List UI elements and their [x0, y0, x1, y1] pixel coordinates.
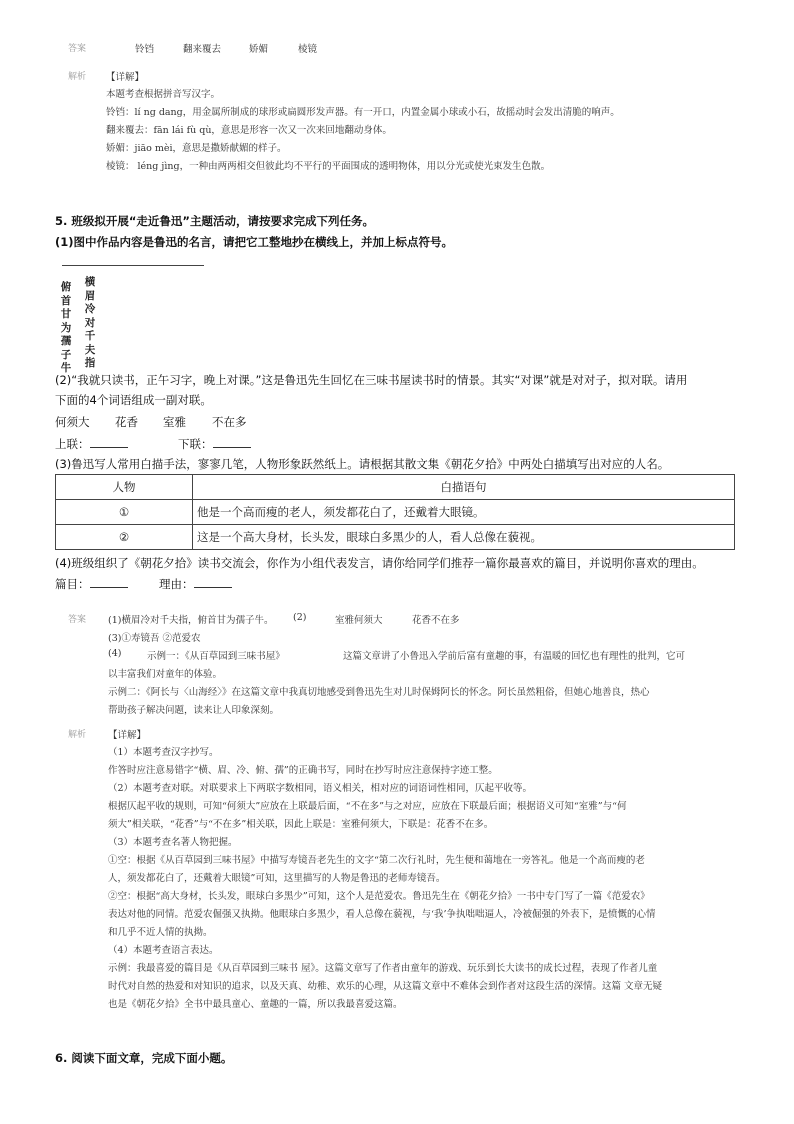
answer-word: 翻来覆去 [183, 44, 222, 55]
answer-line: 室雅何须大 [335, 615, 383, 626]
table-row [56, 525, 735, 550]
piece-field[interactable] [55, 576, 128, 592]
explanation-line: 娇媚：jiāo mèi，意思是撒娇献媚的样子。 [106, 143, 287, 154]
lower-couplet-label: 下联： [178, 437, 213, 451]
reason-label: 理由： [159, 577, 194, 591]
table-cell: ① [56, 500, 193, 525]
word-option: 何须大 [55, 415, 90, 429]
lower-couplet-blank[interactable] [213, 436, 251, 448]
answer-line: (4) [108, 648, 122, 659]
explanation-line: 时代对自然的热爱和对知识的追求，以及天真、幼稚、欢乐的心理，从这篇文章中不难体会到作者对这段生活的深情。这篇 文章无疑 [108, 981, 663, 992]
calligraphy-column-1: 横眉冷对千夫指 [84, 276, 96, 369]
table-cell: 这是一个高大身材，长头发，眼球白多黑少的人，看人总像在藐视。 [193, 525, 735, 550]
explanation-title: 【详解】 [108, 730, 147, 741]
piece-blank[interactable] [90, 576, 128, 588]
explanation-line: 翻来覆去：fān lái fù qù，意思是形容一次又一次来回地翻动身体。 [106, 125, 392, 136]
table-header: 人物 [56, 475, 193, 500]
answer-word: 娇媚 [249, 44, 269, 55]
explanation-line: 也是《朝花夕拾》全书中最具童心、童趣的一篇，所以我最喜爱这篇。 [108, 999, 403, 1010]
explanation-label: 解析 [68, 72, 87, 82]
explanation-line: 人，须发都花白了，还戴着大眼镜”可知，这里描写的人物是鲁迅的老师寿镜吾。 [108, 873, 446, 884]
answer-line: 这篇文章讲了小鲁迅入学前后富有童趣的事，有温暖的回忆也有理性的批判，它可 [343, 651, 686, 662]
explanation-line: 棱镜： léng jìng，一种由两两相交但彼此均不平行的平面围成的透明物体，用以分光或使光束发生色散。 [106, 161, 551, 172]
explanation-line: （2）本题考查对联。对联要求上下两联字数相同，语义相关，相对应的词语词性相同，仄起平收等。 [108, 783, 533, 794]
answer-line: (2) [293, 612, 307, 623]
table-header: 白描语句 [193, 475, 735, 500]
table-header-row [56, 475, 735, 500]
explanation-line: 表达对他的同情。范爱农倔强又执拗。他眼球白多黑少，看人总像在藐视，与‘我’争执咄咄逼人，冷被倔强的外表下，是愤慨的心情 [108, 909, 656, 920]
question-5-part-2: (2)“我就只读书，正午习字，晚上对课。”这是鲁迅先生回忆在三味书屋读书时的情景。其实“对课”就是对对子，拟对联。请用 [55, 373, 688, 387]
table-cell: 他是一个高而瘦的老人，须发都花白了，还戴着大眼镜。 [193, 500, 735, 525]
reason-field[interactable] [159, 576, 232, 592]
reason-blank[interactable] [194, 576, 232, 588]
answer-line: 以丰富我们对童年的体验。 [108, 669, 223, 680]
word-option: 不在多 [212, 415, 247, 429]
character-table [55, 474, 735, 550]
explanation-line: 根据仄起平收的规则，可知“何须大”应放在上联最后面，“不在多”与之对应，应放在下联最后面；根据语义可知“室雅”与“何 [108, 801, 627, 812]
answer-label: 答案 [68, 615, 87, 625]
question-6-title: 6. 阅读下面文章，完成下面小题。 [55, 1051, 233, 1065]
answer-line: (1)横眉冷对千夫指，俯首甘为孺子牛。 [108, 615, 274, 626]
piece-label: 篇目： [55, 577, 90, 591]
explanation-line: 铃铛：lí ng dang，用金属所制成的球形或扁圆形发声器。有一开口，内置金属小球或小石，故摇动时会发出清脆的响声。 [106, 107, 620, 118]
answer-line: 示例二：《阿长与〈山海经〉》在这篇文章中我真切地感受到鲁迅先生对儿时保姆阿长的怀念。阿长虽然粗俗，但她心地善良，热心 [108, 687, 650, 698]
explanation-line: ①空：根据《从百草园到三味书屋》中描写寿镜吾老先生的文字“第二次行礼时，先生便和蔼地在一旁答礼。他是一个高而瘦的老 [108, 855, 645, 866]
explanation-line: ②空：根据“高大身材，长头发，眼球白多黑少”可知，这个人是范爱农。鲁迅先生在《朝花夕拾》一书中专门写了一篇《范爱农》 [108, 891, 650, 902]
answer-blank-line [62, 265, 204, 266]
answer-label: 答案 [68, 44, 87, 54]
word-option: 花香 [115, 415, 138, 429]
explanation-title: 【详解】 [106, 72, 145, 83]
question-5-part-4: (4)班级组织了《朝花夕拾》读书交流会，你作为小组代表发言，请你给同学们推荐一篇你最喜欢的篇目，并说明你喜欢的理由。 [55, 556, 704, 570]
answer-word: 棱镜 [298, 44, 318, 55]
explanation-line: （1）本题考查汉字抄写。 [108, 747, 219, 758]
explanation-line: 作答时应注意易错字“横、眉、冷、俯、孺”的正确书写，同时在抄写时应注意保持字迹工整。 [108, 765, 498, 776]
question-5-title: 5. 班级拟开展“走近鲁迅”主题活动，请按要求完成下列任务。 [55, 214, 374, 228]
question-5-part-1: (1)图中作品内容是鲁迅的名言，请把它工整地抄在横线上，并加上标点符号。 [55, 235, 454, 249]
answer-word: 铃铛 [135, 44, 155, 55]
explanation-line: 示例：我最喜爱的篇目是《从百草园到三味书 屋》。这篇文章写了作者由童年的游戏、玩乐到长大读书的成长过程，表现了作者儿童 [108, 963, 658, 974]
explanation-line: 和几乎不近人情的执拗。 [108, 927, 213, 938]
word-option: 室雅 [163, 415, 186, 429]
explanation-line: 本题考查根据拼音写汉字。 [106, 89, 221, 100]
answer-line: 帮助孩子解决问题，读来让人印象深刻。 [108, 705, 280, 716]
explanation-line: （4）本题考查语言表达。 [108, 945, 219, 956]
answer-line: 花香不在多 [412, 615, 460, 626]
explanation-label: 解析 [68, 730, 87, 740]
question-5-part-2-cont: 下面的4个词语组成一副对联。 [55, 393, 212, 407]
calligraphy-column-2: 俯首甘为孺子牛 [60, 281, 72, 374]
explanation-line: 须大”相关联，“花香”与“不在多”相关联，因此上联是：室雅何须大，下联是：花香不在多。 [108, 819, 494, 830]
upper-couplet-blank[interactable] [90, 436, 128, 448]
lower-couplet-field[interactable] [178, 436, 251, 452]
explanation-line: （3）本题考查名著人物把握。 [108, 837, 238, 848]
table-cell: ② [56, 525, 193, 550]
table-row [56, 500, 735, 525]
answer-line: 示例一：《从百草园到三味书屋》 [147, 651, 285, 662]
upper-couplet-label: 上联： [55, 437, 90, 451]
answer-line: (3)①寿镜吾 ②范爱农 [108, 633, 201, 644]
question-5-part-3: (3)鲁迅写人常用白描手法，寥寥几笔，人物形象跃然纸上。请根据其散文集《朝花夕拾》中两处白描填写出对应的人名。 [55, 457, 670, 471]
upper-couplet-field[interactable] [55, 436, 128, 452]
